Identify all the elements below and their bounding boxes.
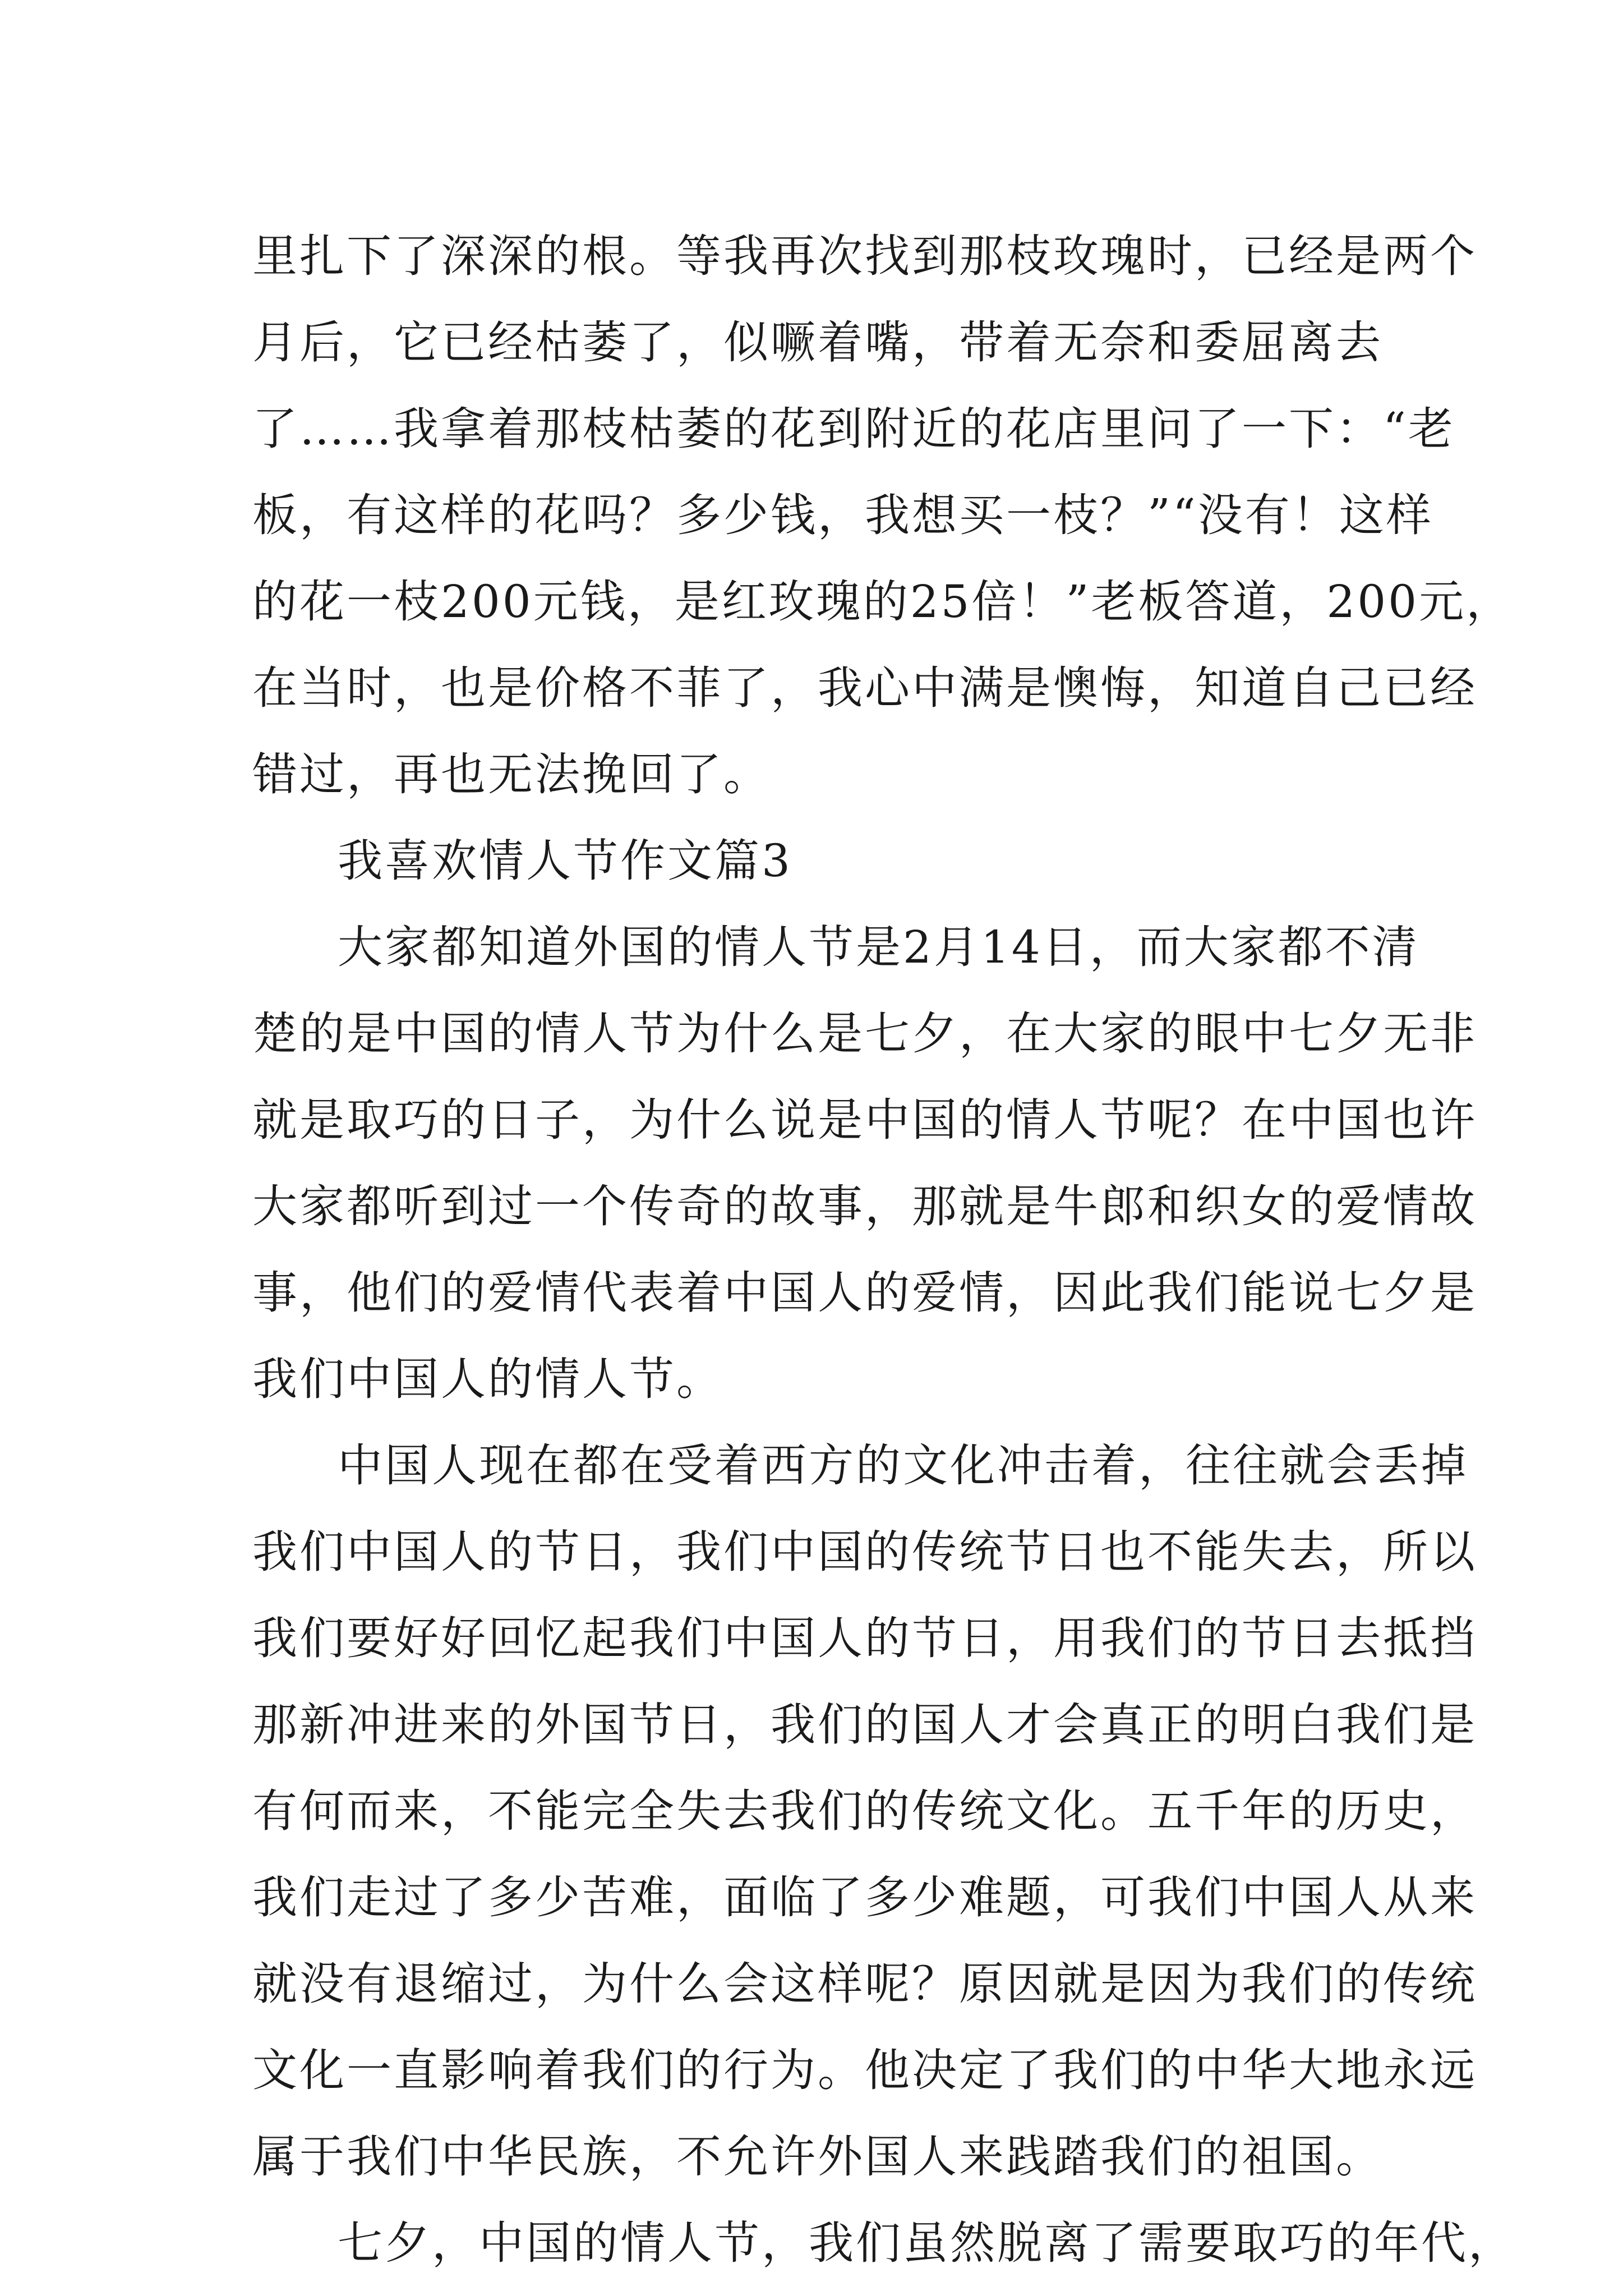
text-line: 大家都知道外国的情人节是2月14日，而大家都不清 xyxy=(338,921,1419,973)
text-line: 楚的是中国的情人节为什么是七夕，在大家的眼中七夕无非 xyxy=(252,1007,1477,1060)
document-page xyxy=(252,213,1515,2286)
text-line: 我们走过了多少苦难，面临了多少难题，可我们中国人从来 xyxy=(252,1871,1477,1924)
text-line: 属于我们中华民族，不允许外国人来践踏我们的祖国。 xyxy=(252,2131,1383,2183)
text-line: 在当时，也是价格不菲了，我心中满是懊悔，知道自己已经 xyxy=(252,662,1477,714)
text-line: 了……我拿着那枝枯萎的花到附近的花店里问了一下：“老 xyxy=(252,403,1455,455)
text-line: 事，他们的爱情代表着中国人的爱情，因此我们能说七夕是 xyxy=(252,1267,1477,1319)
text-line: 七夕，中国的情人节，我们虽然脱离了需要取巧的年代， xyxy=(338,2217,1515,2269)
text-line: 有何而来，不能完全失去我们的传统文化。五千年的历史， xyxy=(252,1785,1477,1837)
text-line: 里扎下了深深的根。等我再次找到那枝玫瑰时，已经是两个 xyxy=(252,230,1477,282)
text-line: 我们要好好回忆起我们中国人的节日，用我们的节日去抵挡 xyxy=(252,1612,1477,1664)
section-heading: 我喜欢情人节作文篇3 xyxy=(338,835,792,887)
text-line: 我们中国人的节日，我们中国的传统节日也不能失去，所以 xyxy=(252,1526,1477,1578)
text-line: 中国人现在都在受着西方的文化冲击着，往往就会丢掉 xyxy=(338,1439,1468,1492)
text-line: 就没有退缩过，为什么会这样呢？原因就是因为我们的传统 xyxy=(252,1958,1477,2010)
text-line: 就是取巧的日子，为什么说是中国的情人节呢？在中国也许 xyxy=(252,1094,1477,1146)
text-line: 那新冲进来的外国节日，我们的国人才会真正的明白我们是 xyxy=(252,1699,1477,1751)
text-line: 我们中国人的情人节。 xyxy=(252,1353,723,1405)
text-line: 错过，再也无法挽回了。 xyxy=(252,748,771,800)
text-line: 大家都听到过一个传奇的故事，那就是牛郎和织女的爱情故 xyxy=(252,1180,1477,1232)
text-line: 文化一直影响着我们的行为。他决定了我们的中华大地永远 xyxy=(252,2044,1477,2096)
text-line: 月后，它已经枯萎了，似噘着嘴，带着无奈和委屈离去 xyxy=(252,316,1383,369)
text-line: 板，有这样的花吗？多少钱，我想买一枝？”“没有！这样 xyxy=(252,489,1433,541)
text-line: 的花一枝200元钱，是红玫瑰的25倍！”老板答道，200元， xyxy=(252,576,1514,628)
